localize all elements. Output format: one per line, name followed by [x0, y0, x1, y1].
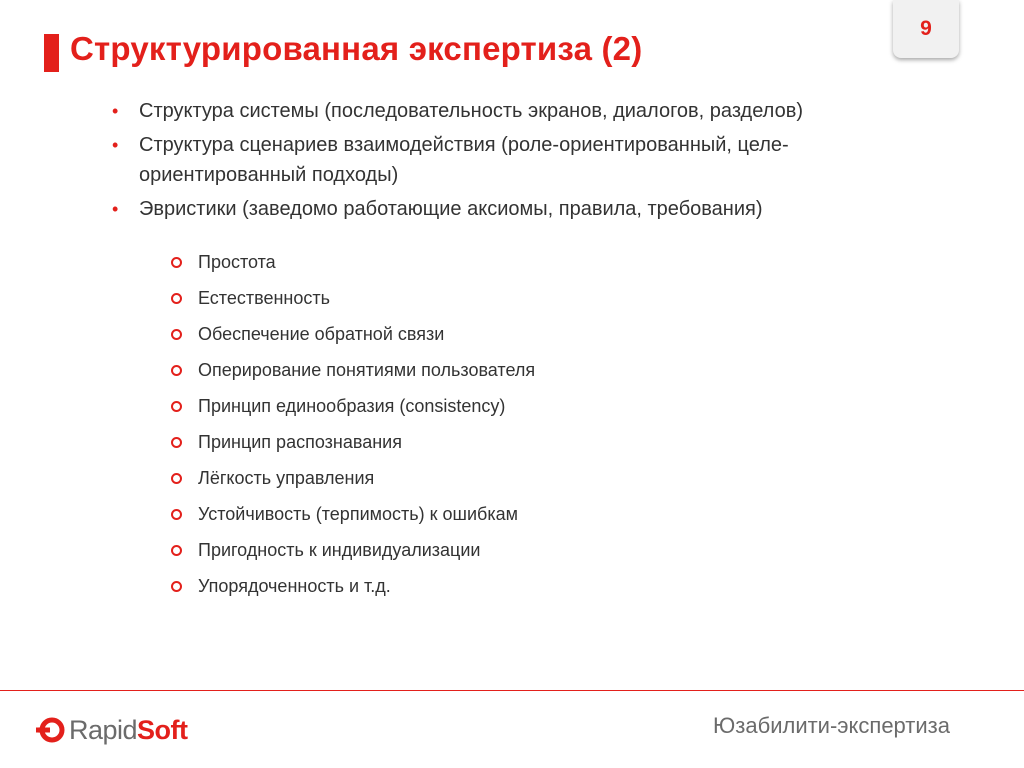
heuristic-item	[170, 248, 535, 284]
logo-wordmark	[69, 715, 188, 746]
bullet-text: Структура сценариев взаимодействия (роле-ориентированный, целе-ориентированный подходы)	[139, 134, 789, 186]
ring-bullet-icon	[171, 437, 182, 448]
bullet-icon: •	[112, 101, 119, 121]
main-bullet-list	[110, 96, 930, 228]
rapidsoft-logo	[36, 714, 188, 746]
heuristic-item	[170, 428, 535, 464]
title-accent-bar	[44, 34, 59, 72]
heuristic-text: Пригодность к индивидуализации	[198, 540, 481, 560]
bullet-icon: •	[112, 199, 119, 219]
ring-bullet-icon	[171, 401, 182, 412]
heuristic-item	[170, 320, 535, 356]
heuristic-item	[170, 500, 535, 536]
heuristic-item	[170, 356, 535, 392]
bullet-item	[110, 130, 930, 190]
footer-caption: Юзабилити-экспертиза	[713, 713, 950, 738]
page-number-badge	[893, 0, 959, 58]
heuristic-item	[170, 536, 535, 572]
ring-bullet-icon	[171, 581, 182, 592]
heuristic-text: Обеспечение обратной связи	[198, 324, 445, 344]
footer-divider	[0, 690, 1024, 691]
heuristics-list	[170, 248, 535, 608]
heuristic-text: Упорядоченность и т.д.	[198, 576, 391, 596]
heuristic-item	[170, 464, 535, 500]
ring-bullet-icon	[171, 293, 182, 304]
heuristic-item	[170, 392, 535, 428]
ring-bullet-icon	[171, 365, 182, 376]
bullet-item	[110, 194, 930, 224]
heuristic-text: Принцип единообразия (consistency)	[198, 396, 506, 416]
logo-soft-text: Soft	[137, 714, 188, 745]
ring-bullet-icon	[171, 329, 182, 340]
heuristic-text: Устойчивость (терпимость) к ошибкам	[198, 504, 518, 524]
heuristic-text: Естественность	[198, 288, 330, 308]
ring-bullet-icon	[171, 509, 182, 520]
heuristic-text: Простота	[198, 252, 276, 272]
rapidsoft-logo-icon	[36, 715, 66, 745]
slide-title: Структурированная экспертиза (2)	[70, 30, 643, 67]
page-number: 9	[920, 17, 932, 40]
bullet-item	[110, 96, 930, 126]
logo-rapid-text: Rapid	[69, 714, 138, 745]
ring-bullet-icon	[171, 473, 182, 484]
heuristic-text: Лёгкость управления	[198, 468, 375, 488]
ring-bullet-icon	[171, 545, 182, 556]
ring-bullet-icon	[171, 257, 182, 268]
heuristic-text: Оперирование понятиями пользователя	[198, 360, 536, 380]
bullet-icon: •	[112, 135, 119, 155]
heuristic-text: Принцип распознавания	[198, 432, 402, 452]
heuristic-item	[170, 284, 535, 320]
bullet-text: Эвристики (заведомо работающие аксиомы, правила, требования)	[139, 198, 763, 220]
heuristic-item	[170, 572, 535, 608]
bullet-text: Структура системы (последовательность экранов, диалогов, разделов)	[139, 100, 803, 122]
